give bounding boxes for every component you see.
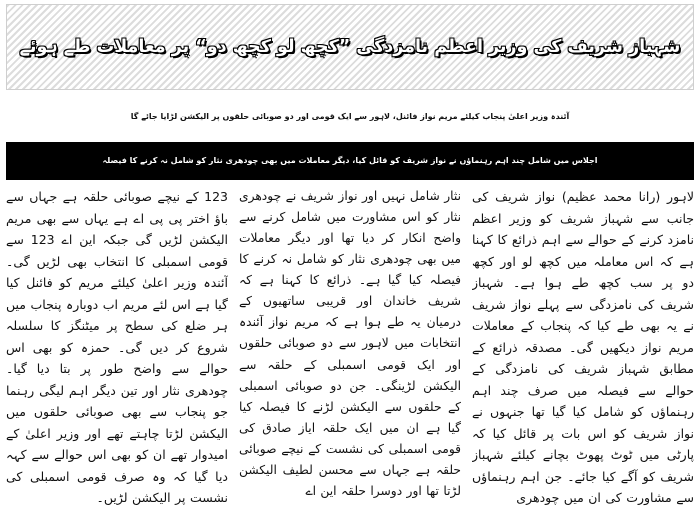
column-text: نثار شامل نہیں اور نواز شریف نے چودھری نثار کو اس مشاورت میں شامل کرنے سے واضح انکار کر دیا تھا اور دیگر معاملات میں بھی چودھری نثار کو شامل نہ کرنے کا فیصلہ کیا گیا ہے۔ ذرائع کا کہنا ہے کہ شریف خاندان اور قریبی ساتھیوں کے درمیان یہ طے ہوا ہے کہ مریم نواز آئندہ انتخابات میں لاہور سے دو صوبائی حلقوں اور ایک قومی اسمبلی کے حلقہ سے الیکشن لڑینگی۔ جن دو صوبائی اسمبلی کے حلقوں سے الیکشن لڑنے کا فیصلہ کیا گیا ہے ان میں ایک حلقہ ایاز صادق کی قومی اسمبلی کی نشست کے نیچے صوبائی حلقہ ہے جہاں سے محسن لطیف الیکشن لڑتا تھا اور دوسرا حلقہ این اے bbox=[239, 189, 461, 498]
article-columns bbox=[6, 186, 694, 514]
article-column-3 bbox=[6, 186, 228, 514]
column-text: 123 کے نیچے صوبائی حلقہ ہے جہاں سے باؤ اختر پی پی اے ہے یہاں سے بھی مریم الیکشن لڑیں گی جبکہ این اے 123 سے قومی اسمبلی کا انتخاب بھی لڑیں گی۔ آئندہ وزیر اعلیٰ کیلئے مریم کو فائنل کیا گیا ہے اس لئے مریم اب دوبارہ پنجاب میں ہر ضلع کی سطح پر میٹنگز کا سلسلہ شروع کر دیں گی۔ حمزہ کو بھی اس حوالے سے واضح طور پر بتا دیا گیا۔ چودھری نثار اور تین دیگر اہم لیگی رہنما جو پنجاب سے بھی صوبائی حلقوں میں الیکشن لڑتا چاہتے تھے اور وزیر اعلیٰ کے امیدوار تھے ان کو بھی اس حوالے سے کہہ دیا گیا کہ وہ صرف قومی اسمبلی کی نشست پر الیکشن لڑیں۔ bbox=[6, 189, 228, 505]
article-column-1 bbox=[472, 186, 694, 514]
subheadline: آئندہ وزیر اعلیٰ پنجاب کیلئے مریم نواز فائنل، لاہور سے ایک قومی اور دو صوبائی حلقوں پر الیکشن لڑایا جائے گا bbox=[130, 112, 570, 121]
headline-box bbox=[6, 4, 694, 90]
headline: شہباز شریف کی وزیر اعظم نامزدگی ”کچھ لو کچھ دو“ پر معاملات طے ہوئے bbox=[19, 36, 681, 57]
column-text: لاہور (رانا محمد عظیم) نواز شریف کی جانب سے شہباز شریف کو وزیر اعظم نامزد کرنے کے حوالے سے اہم ذرائع کا کہنا ہے کہ اس معاملہ میں کچھ لو اور کچھ دو پر سب کچھ طے ہوا ہے۔ شہباز شریف کی نامزدگی سے پہلے نواز شریف نے یہ بھی طے کیا کہ پنجاب کے معاملات مریم نواز دیکھیں گی۔ مصدقہ ذرائع کے مطابق شہباز شریف کی نامزدگی کے حوالے سے فیصلہ میں صرف چند اہم رہنماؤں کو شامل کیا گیا تھا جنہوں نے نواز شریف کو اس بات پر قائل کیا کہ پارٹی میں ٹوٹ پھوٹ بچانے کیلئے شہباز شریف کو آگے کیا جائے۔ جن اہم رہنماؤں سے مشاورت کی ان میں چودھری bbox=[472, 189, 694, 505]
highlight-banner: اجلاس میں شامل چند اہم رہنماؤں نے نواز شریف کو قائل کیا، دیگر معاملات میں بھی چودھری نثار کو شامل نہ کرنے کا فیصلہ bbox=[6, 142, 694, 180]
article-column-2 bbox=[239, 186, 461, 514]
